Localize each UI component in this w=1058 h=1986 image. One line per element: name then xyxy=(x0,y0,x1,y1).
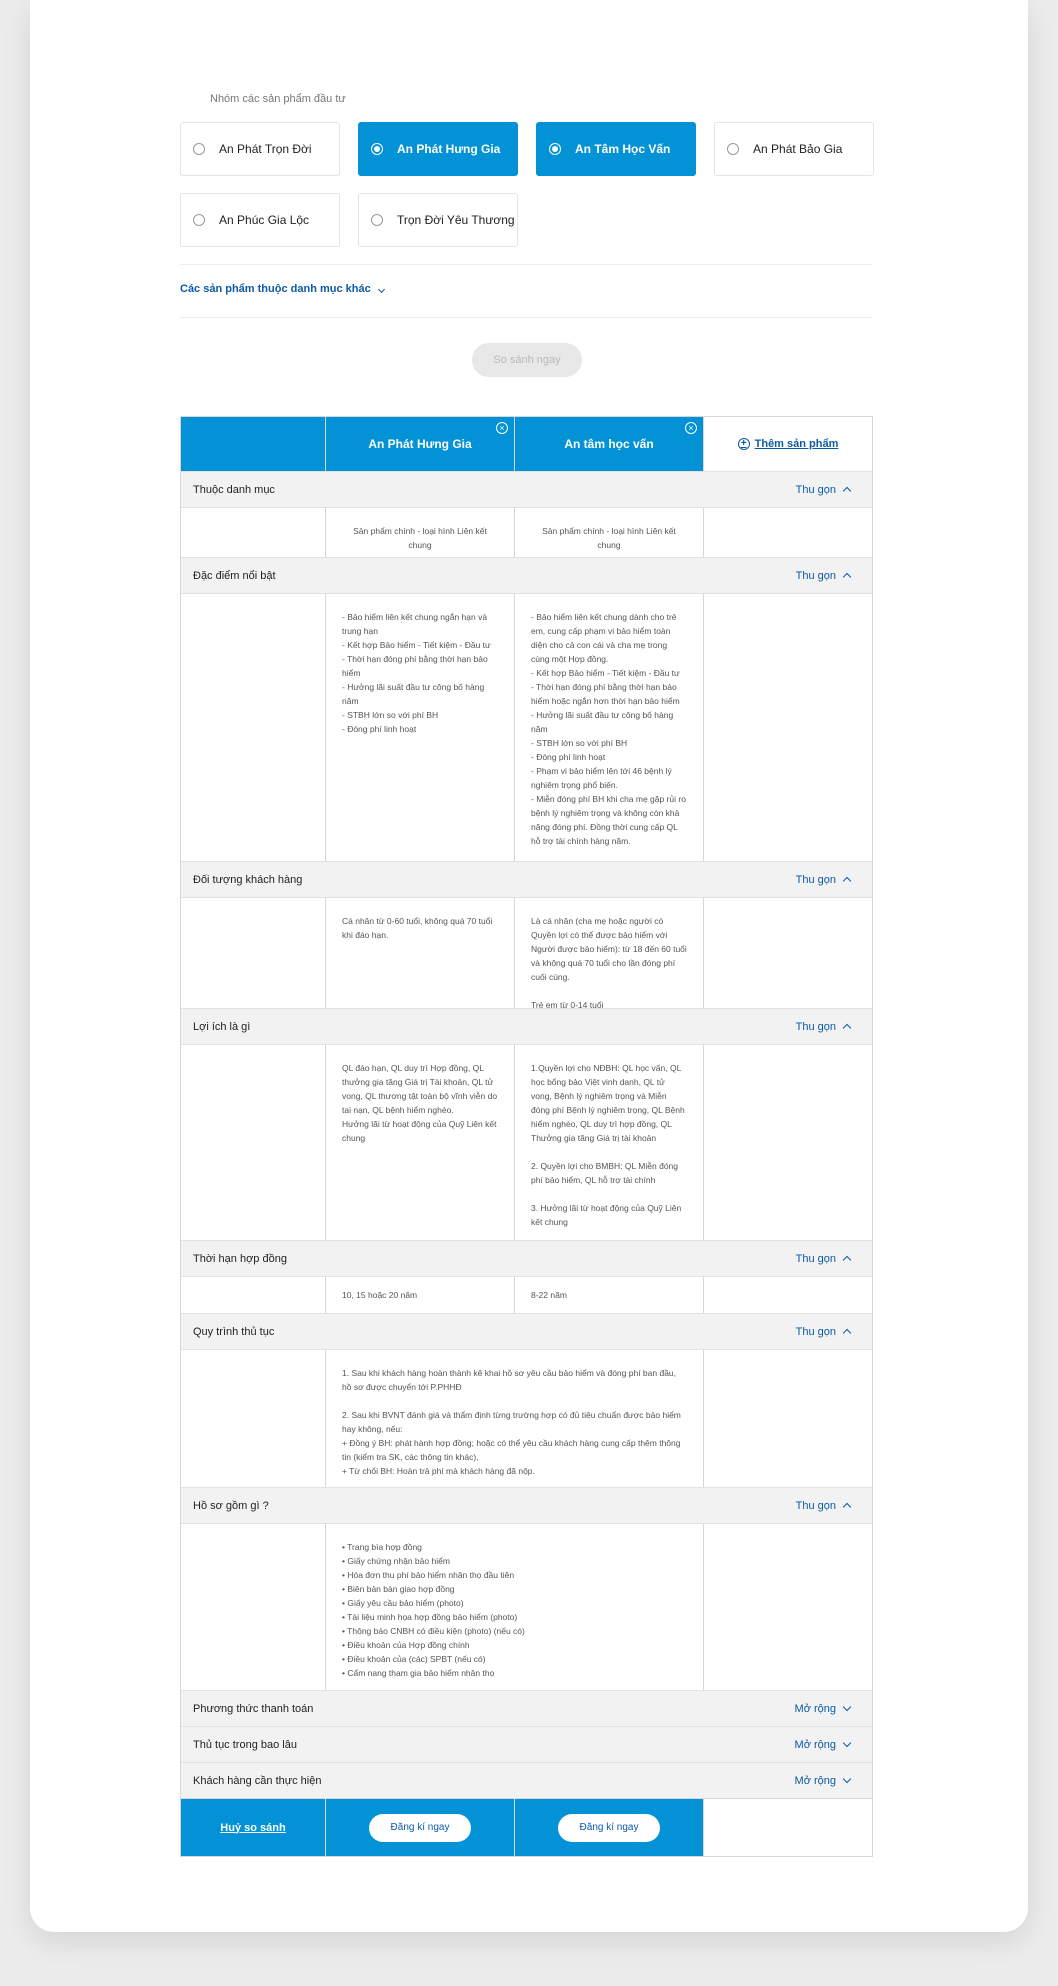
register-cell xyxy=(326,1799,515,1856)
section-header xyxy=(181,1240,872,1276)
section-title: Thời hạn hợp đồng xyxy=(193,1252,287,1265)
value-cell: QL đáo hạn, QL duy trì Hợp đồng, QL thưởng gia tăng Giá trị Tài khoản, QL tử vong, QL thương tật toàn bộ vĩnh viễn do tai nạn, QL bệnh hiểm nghèo. Hưởng lãi từ hoạt động của Quỹ Liên kết chung xyxy=(326,1045,515,1240)
table-row xyxy=(181,1349,872,1487)
chevron-up-icon xyxy=(843,573,851,581)
row-label-cell xyxy=(181,1350,326,1487)
section-title: Khách hàng cần thực hiện xyxy=(193,1774,322,1787)
collapse-toggle[interactable] xyxy=(796,874,850,886)
expand-toggle[interactable] xyxy=(795,1703,850,1715)
value-cell: 1.Quyền lợi cho NĐBH: QL học vấn, QL học bổng bảo Việt vinh danh, QL tử vong, Bệnh lý nghiêm trọng và Miễn đóng phí Bệnh lý nghiêm trọng, QL Bệnh hiểm nghèo, QL duy trì hợp đồng, QL Thưởng gia tăng Giá trị tài khoản 2. Quyền lợi cho BMBH: QL Miễn đóng phí bảo hiểm, QL hỗ trợ tài chính 3. Hưởng lãi từ hoạt động của Quỹ Liên kết chung xyxy=(515,1045,704,1240)
table-row xyxy=(181,507,872,557)
empty-cell xyxy=(704,1277,872,1313)
option-an-phat-tron-doi[interactable] xyxy=(180,122,340,176)
expand-toggle[interactable] xyxy=(795,1775,850,1787)
column-header xyxy=(326,417,515,471)
column-title: An tâm học vấn xyxy=(564,437,654,451)
section-header xyxy=(181,471,872,507)
section-header-collapsed xyxy=(181,1690,872,1726)
option-label: An Phát Trọn Đời xyxy=(219,142,312,156)
divider xyxy=(180,264,872,265)
value-cell: Sản phẩm chính - loại hình Liên kết chung xyxy=(515,508,704,557)
value-cell: Là cá nhân (cha mẹ hoặc người có Quyền lợi có thể được bảo hiểm với Người được bảo hiểm): từ 18 đến 60 tuổi và không quá 70 tuổi cho lần đóng phí cuối cùng. Trẻ em từ 0-14 tuổi xyxy=(515,898,704,1008)
option-label: An Tâm Học Vấn xyxy=(575,142,671,156)
table-footer xyxy=(181,1798,872,1856)
radio-icon xyxy=(193,214,205,226)
chevron-up-icon xyxy=(843,1503,851,1511)
chevron-down-icon xyxy=(843,1739,851,1747)
close-icon[interactable]: × xyxy=(496,422,508,434)
radio-icon xyxy=(193,143,205,155)
toggle-label: Mở rộng xyxy=(794,1738,836,1751)
section-title: Thuộc danh mục xyxy=(193,483,275,496)
register-button[interactable]: Đăng kí ngay xyxy=(558,1814,660,1842)
option-an-phat-bao-gia[interactable] xyxy=(714,122,874,176)
compare-button[interactable]: So sánh ngay xyxy=(472,343,582,377)
table-row xyxy=(181,897,872,1008)
section-title: Đối tượng khách hàng xyxy=(193,873,303,886)
expand-toggle[interactable] xyxy=(795,1739,850,1751)
chevron-up-icon xyxy=(843,1024,851,1032)
value-cell: - Bảo hiểm liên kết chung ngắn hạn và trung hạn - Kết hợp Bảo hiểm - Tiết kiệm - Đầu tư - Thời hạn đóng phí bằng thời hạn bảo hiểm - Hưởng lãi suất đầu tư công bố hàng năm - STBH lớn so với phí BH - Đóng phí linh hoạt xyxy=(326,594,515,861)
row-label-cell xyxy=(181,508,326,557)
add-product-label: Thêm sản phẩm xyxy=(754,438,839,450)
table-row xyxy=(181,1523,872,1690)
divider xyxy=(180,317,872,318)
toggle-label: Thu gọn xyxy=(795,1499,836,1512)
register-button[interactable]: Đăng kí ngay xyxy=(369,1814,471,1842)
row-label-cell xyxy=(181,594,326,861)
section-header xyxy=(181,1313,872,1349)
merged-value-cell: • Trang bìa hợp đồng • Giấy chứng nhận bảo hiểm • Hóa đơn thu phí bảo hiểm nhân thọ đầu tiên • Biên bản bàn giao hợp đồng • Giấy yêu cầu bảo hiểm (photo) • Tài liệu minh họa hợp đồng bảo hiểm (photo) • Thông báo CNBH có điều kiện (photo) (nếu có) • Điều khoản của Hợp đồng chính • Điều khoản của (các) SPBT (nếu có) • Cẩm nang tham gia bảo hiểm nhân thọ xyxy=(326,1524,704,1690)
section-header xyxy=(181,861,872,897)
empty-cell xyxy=(704,1524,872,1690)
section-title: Quy trình thủ tục xyxy=(193,1325,275,1338)
cancel-compare-link[interactable]: Huỷ so sánh xyxy=(220,1821,286,1834)
section-header xyxy=(181,557,872,593)
section-title: Hồ sơ gồm gì ? xyxy=(193,1499,269,1512)
collapse-toggle[interactable] xyxy=(796,1021,850,1033)
chevron-down-icon xyxy=(843,1703,851,1711)
toggle-label: Thu gọn xyxy=(795,1020,836,1033)
section-header xyxy=(181,1008,872,1044)
row-label-cell xyxy=(181,898,326,1008)
option-label: Trọn Đời Yêu Thương xyxy=(397,213,515,227)
option-tron-doi-yeu-thuong[interactable] xyxy=(358,193,518,247)
section-title: Thủ tục trong bao lâu xyxy=(193,1738,297,1751)
option-an-tam-hoc-van[interactable] xyxy=(536,122,696,176)
option-label: An Phát Bảo Gia xyxy=(753,142,843,156)
close-icon[interactable]: × xyxy=(685,422,697,434)
table-row xyxy=(181,1044,872,1240)
chevron-up-icon xyxy=(843,1329,851,1337)
chevron-up-icon xyxy=(843,877,851,885)
empty-cell xyxy=(704,508,872,557)
toggle-label: Thu gọn xyxy=(795,1252,836,1265)
column-title: An Phát Hưng Gia xyxy=(368,437,472,451)
section-header xyxy=(181,1487,872,1523)
row-label-cell xyxy=(181,1524,326,1690)
toggle-label: Thu gọn xyxy=(795,483,836,496)
value-cell: 10, 15 hoặc 20 năm xyxy=(326,1277,515,1313)
empty-cell xyxy=(704,1045,872,1240)
plus-circle-icon: + xyxy=(738,438,750,450)
value-cell: 8-22 năm xyxy=(515,1277,704,1313)
row-label-cell xyxy=(181,1045,326,1240)
section-title: Đặc điểm nổi bật xyxy=(193,569,276,582)
option-label: An Phúc Gia Lộc xyxy=(219,213,310,227)
collapse-toggle[interactable] xyxy=(796,1500,850,1512)
header-blank xyxy=(181,417,326,471)
radio-icon xyxy=(727,143,739,155)
merged-value-cell: 1. Sau khi khách hàng hoàn thành kê khai hồ sơ yêu cầu bảo hiểm và đóng phí ban đầu, hồ sơ được chuyển tới P.PHHĐ 2. Sau khi BVNT đánh giá và thẩm định từng trường hợp có đủ tiêu chuẩn được bảo hiểm hay không, nếu: + Đồng ý BH: phát hành hợp đồng; hoặc có thể yêu cầu khách hàng cung cấp thêm thông tin (kiểm tra SK, các thông tin khác), + Từ chối BH: Hoàn trả phí mà khách hàng đã nộp. xyxy=(326,1350,704,1487)
empty-cell xyxy=(704,1350,872,1487)
empty-cell xyxy=(704,594,872,861)
other-products-link[interactable] xyxy=(180,283,384,295)
toggle-label: Thu gọn xyxy=(795,569,836,582)
empty-cell xyxy=(704,898,872,1008)
chevron-up-icon xyxy=(843,1256,851,1264)
value-cell: - Bảo hiểm liên kết chung dành cho trẻ em, cung cấp phạm vi bảo hiểm toàn diện cho cả con cái và cha mẹ trong cùng một Hợp đồng. - Kết hợp Bảo hiểm - Tiết kiệm - Đầu tư - Thời hạn đóng phí bằng thời hạn bảo hiểm hoặc ngắn hơn thời hạn bảo hiểm - Hưởng lãi suất đầu tư công bố hàng năm - STBH lớn so với phí BH - Đóng phí linh hoạt - Phạm vi bảo hiểm lên tới 46 bệnh lý nghiêm trọng phổ biến. - Miễn đóng phí BH khi cha mẹ gặp rủi ro bệnh lý nghiêm trọng và không còn khả năng đóng phí. Đồng thời cung cấp QL hỗ trợ tài chính hàng năm. xyxy=(515,594,704,861)
collapse-toggle[interactable] xyxy=(796,1326,850,1338)
section-header-collapsed xyxy=(181,1726,872,1762)
radio-icon xyxy=(371,214,383,226)
value-cell: Cá nhân từ 0-60 tuổi, không quá 70 tuổi khi đáo hạn. xyxy=(326,898,515,1008)
chevron-up-icon xyxy=(843,487,851,495)
table-header xyxy=(181,417,872,471)
toggle-label: Mở rộng xyxy=(794,1774,836,1787)
section-title: Lợi ích là gì xyxy=(193,1020,251,1033)
register-cell xyxy=(515,1799,704,1856)
radio-icon xyxy=(549,143,561,155)
option-label: An Phát Hưng Gia xyxy=(397,142,501,156)
toggle-label: Thu gọn xyxy=(795,873,836,886)
chevron-down-icon xyxy=(378,286,385,293)
table-row xyxy=(181,593,872,861)
other-products-label: Các sản phẩm thuộc danh mục khác xyxy=(180,283,371,295)
filter-label: Nhóm các sản phẩm đầu tư xyxy=(210,93,346,105)
section-title: Phương thức thanh toán xyxy=(193,1702,314,1715)
option-an-phat-hung-gia[interactable] xyxy=(358,122,518,176)
column-header xyxy=(515,417,704,471)
section-header-collapsed xyxy=(181,1762,872,1798)
option-an-phuc-gia-loc[interactable] xyxy=(180,193,340,247)
collapse-toggle[interactable] xyxy=(796,1253,850,1265)
comparison-table xyxy=(180,416,873,1857)
empty-cell xyxy=(704,1799,872,1856)
chevron-down-icon xyxy=(843,1775,851,1783)
collapse-toggle[interactable] xyxy=(796,484,850,496)
radio-icon xyxy=(371,143,383,155)
add-product-button[interactable] xyxy=(704,417,872,471)
collapse-toggle[interactable] xyxy=(796,570,850,582)
toggle-label: Thu gọn xyxy=(795,1325,836,1338)
row-label-cell xyxy=(181,1277,326,1313)
cancel-cell xyxy=(181,1799,326,1856)
toggle-label: Mở rộng xyxy=(794,1702,836,1715)
value-cell: Sản phẩm chính - loại hình Liên kết chung xyxy=(326,508,515,557)
table-row xyxy=(181,1276,872,1313)
